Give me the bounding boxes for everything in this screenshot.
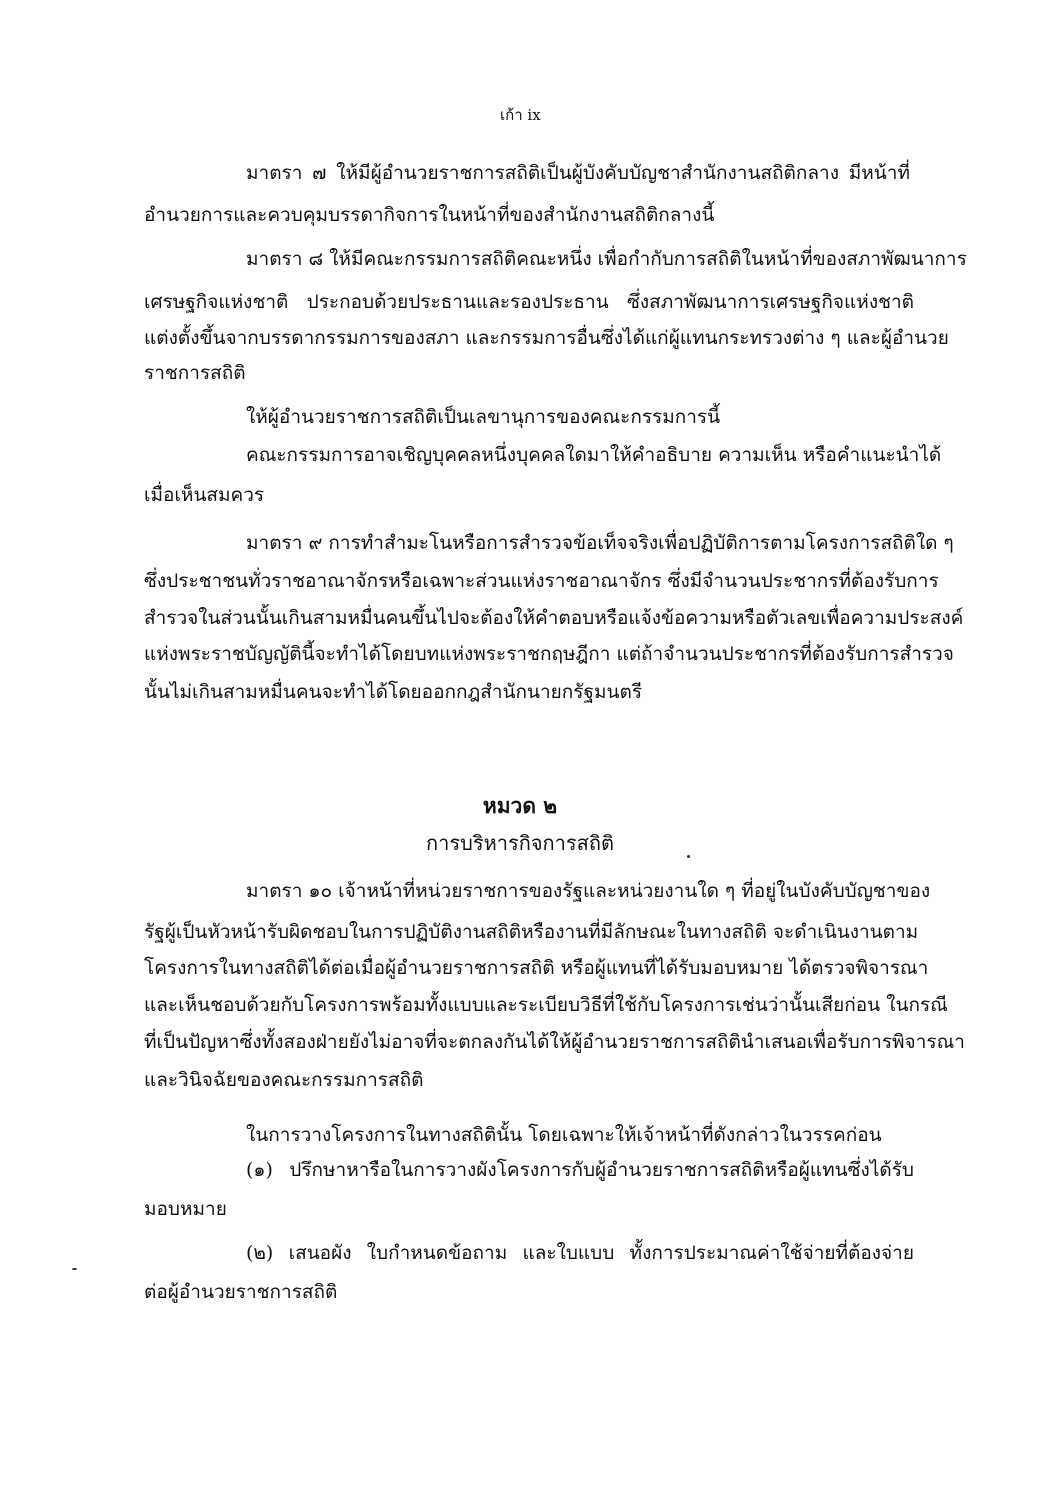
section-9-line-1: มาตรา ๙ การทำสำมะโนหรือการสำรวจข้อเท็จจริงเพื่อปฏิบัติการตามโครงการสถิติใด ๆ <box>246 532 954 554</box>
section-10-item-1-line-2: มอบหมาย <box>144 1198 227 1220</box>
scan-speck <box>687 855 690 858</box>
section-10-line-6: และวินิจฉัยของคณะกรรมการสถิติ <box>144 1069 424 1091</box>
section-9-line-5: นั้นไม่เกินสามหมื่นคนจะทำได้โดยออกกฎสำนักนายกรัฐมนตรี <box>144 681 643 703</box>
section-9-line-3: สำรวจในส่วนนั้นเกินสามหมื่นคนขึ้นไปจะต้องให้คำตอบหรือแจ้งข้อความหรือตัวเลขเพื่อความประสงค์ <box>144 607 964 629</box>
section-8-line-1: มาตรา ๘ ให้มีคณะกรรมการสถิติคณะหนึ่ง เพื่อกำกับการสถิติในหน้าที่ของสภาพัฒนาการ <box>246 248 967 270</box>
section-10-line-1: มาตรา ๑๐ เจ้าหน้าที่หน่วยราชการของรัฐและหน่วยงานใด ๆ ที่อยู่ในบังคับบัญชาของ <box>246 880 931 902</box>
section-10-item-2-line-1: (๒) เสนอผัง ใบกำหนดข้อถาม และใบแบบ ทั้งการประมาณค่าใช้จ่ายที่ต้องจ่าย <box>246 1242 914 1264</box>
section-10-line-4: และเห็นชอบด้วยกับโครงการพร้อมทั้งแบบและระเบียบวิธีที่ใช้กับโครงการเช่นว่านั้นเสียก่อน ในกรณี <box>144 994 948 1016</box>
section-7-line-1: มาตรา ๗ ให้มีผู้อำนวยราชการสถิติเป็นผู้บังคับบัญชาสำนักงานสถิติกลาง มีหน้าที่ <box>246 162 910 184</box>
section-7-line-2: อำนวยการและควบคุมบรรดากิจการในหน้าที่ของสำนักงานสถิติกลางนี้ <box>144 204 715 226</box>
section-9-line-2: ซึ่งประชาชนทั่วราชอาณาจักรหรือเฉพาะส่วนแห่งราชอาณาจักร ซึ่งมีจำนวนประชากรที่ต้องรับการ <box>144 570 939 592</box>
section-8-paragraph-3-line-1: คณะกรรมการอาจเชิญบุคคลหนึ่งบุคคลใดมาให้คำอธิบาย ความเห็น หรือคำแนะนำได้ <box>246 444 942 466</box>
section-10-item-1-line-1: (๑) ปรึกษาหารือในการวางผังโครงการกับผู้อำนวยราชการสถิติหรือผู้แทนซึ่งได้รับ <box>246 1159 914 1181</box>
section-8-line-4: ราชการสถิติ <box>144 362 246 384</box>
section-10-item-2-line-2: ต่อผู้อำนวยราชการสถิติ <box>144 1281 338 1303</box>
chapter-title: การบริหารกิจการสถิติ <box>426 831 614 855</box>
section-10-line-3: โครงการในทางสถิติได้ต่อเมื่อผู้อำนวยราชการสถิติ หรือผู้แทนที่ได้รับมอบหมาย ได้ตรวจพิจารณา <box>144 957 929 979</box>
section-8-line-3: แต่งตั้งขึ้นจากบรรดากรรมการของสภา และกรรมการอื่นซึ่งได้แก่ผู้แทนกระทรวงต่าง ๆ และผู้อำนวย <box>144 327 949 349</box>
section-10-paragraph-2: ในการวางโครงการในทางสถิตินั้น โดยเฉพาะให้เจ้าหน้าที่ดังกล่าวในวรรคก่อน <box>246 1124 882 1146</box>
section-8-paragraph-2: ให้ผู้อำนวยราชการสถิติเป็นเลขานุการของคณะกรรมการนี้ <box>246 406 721 428</box>
section-10-line-2: รัฐผู้เป็นหัวหน้ารับผิดชอบในการปฏิบัติงานสถิติหรืองานที่มีลักษณะในทางสถิติ จะดำเนินงานตาม <box>144 921 919 943</box>
page-number: เก้า ix <box>500 106 541 124</box>
scan-speck <box>72 1268 77 1270</box>
chapter-heading: หมวด ๒ <box>482 793 558 818</box>
section-8-paragraph-3-line-2: เมื่อเห็นสมควร <box>144 484 265 506</box>
section-10-line-5: ที่เป็นปัญหาซึ่งทั้งสองฝ่ายยังไม่อาจที่จะตกลงกันได้ให้ผู้อำนวยราชการสถิตินำเสนอเพื่อรับการพิจารณา <box>144 1031 965 1053</box>
section-9-line-4: แห่งพระราชบัญญัตินี้จะทำได้โดยบทแห่งพระราชกฤษฎีกา แต่ถ้าจำนวนประชากรที่ต้องรับการสำรวจ <box>144 643 954 665</box>
section-8-line-2: เศรษฐกิจแห่งชาติ ประกอบด้วยประธานและรองประธาน ซึ่งสภาพัฒนาการเศรษฐกิจแห่งชาติ <box>144 291 914 313</box>
